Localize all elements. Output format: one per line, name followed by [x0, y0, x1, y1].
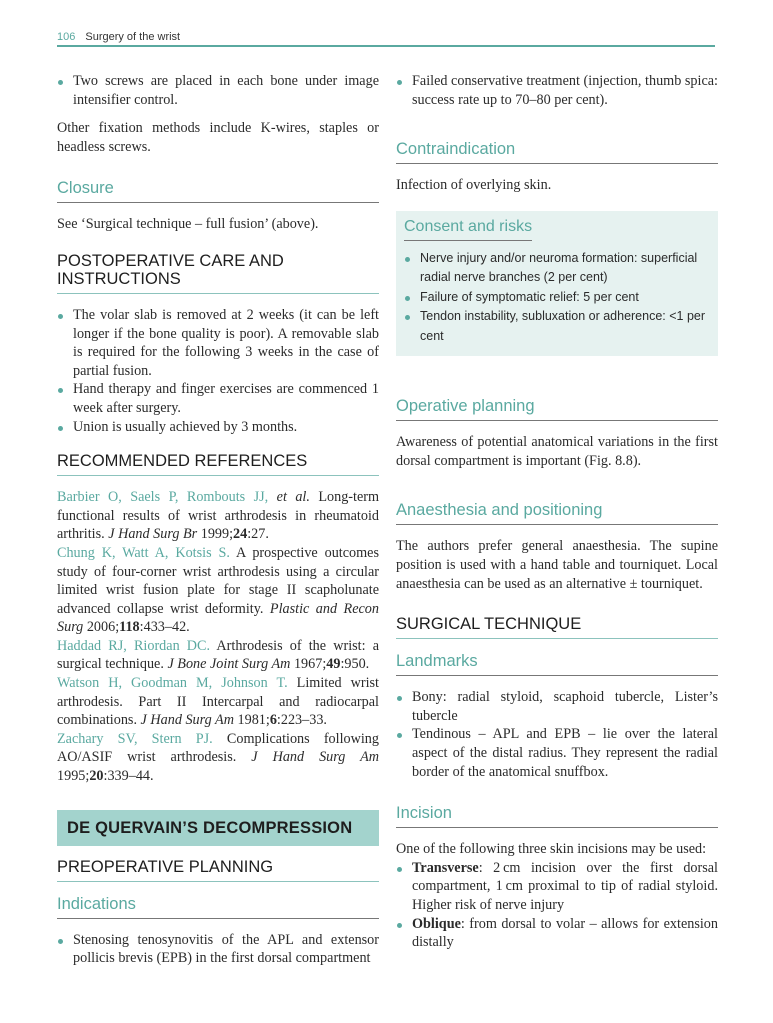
- page-number: 106: [57, 31, 76, 43]
- operative-planning-paragraph: Awareness of potential anatomical variations in the first dorsal compartment is important (Fig. 8.8).: [396, 434, 718, 469]
- preop-planning-heading: PREOPERATIVE PLANNING: [57, 858, 379, 882]
- bullet-icon: [58, 314, 63, 319]
- bullet-icon: [405, 257, 410, 262]
- left-column: [57, 72, 379, 968]
- bullet-icon: [58, 939, 63, 944]
- list-item: Nerve injury and/or neuroma formation: superficial radial nerve branches (2 per cent): [404, 249, 710, 288]
- list-item: Oblique: from dorsal to volar – allows for extension distally: [396, 915, 718, 952]
- references-heading: RECOMMENDED REFERENCES: [57, 452, 379, 476]
- list-item: Hand therapy and finger exercises are commenced 1 week after surgery.: [57, 380, 379, 417]
- reference-item: Watson H, Goodman M, Johnson T. Limited wrist arthrodesis. Part II Intercarpal and radiocarpal combinations. J Hand Surg Am 1981;6:223–33.: [57, 675, 379, 729]
- contraindication-heading: Contraindication: [396, 139, 718, 164]
- contraindication-paragraph: Infection of overlying skin.: [396, 177, 552, 194]
- reference-item: Chung K, Watt A, Kotsis S. A prospective outcomes study of four-corner wrist arthrodesis using a circular limited wrist fusion plate for stage II scapholunate advanced collapse wrist deformity. Plastic and Recon Surg 2006;118:433–42.: [57, 544, 379, 636]
- surgical-technique-heading: SURGICAL TECHNIQUE: [396, 615, 718, 639]
- fixation-paragraph: Other fixation methods include K-wires, staples or headless screws.: [57, 120, 379, 155]
- reference-authors: Watson H, Goodman M, Johnson T.: [57, 675, 288, 692]
- chapter-title: Surgery of the wrist: [85, 31, 181, 43]
- bullet-icon: [58, 388, 63, 393]
- right-column: [396, 72, 718, 952]
- reference-item: Barbier O, Saels P, Rombouts JJ, et al. Long-term functional results of wrist arthrodesis in rheumatoid arthritis. J Hand Surg Br 1999;24:27.: [57, 489, 380, 543]
- bullet-icon: [397, 867, 402, 872]
- anaesthesia-paragraph: The authors prefer general anaesthesia. The supine position is used with a hand table and tourniquet. Local anaesthesia can be used as an alternative ± tourniquet.: [396, 538, 718, 592]
- indications-heading: Indications: [57, 894, 379, 919]
- operative-planning-heading: Operative planning: [396, 396, 718, 421]
- bullet-icon: [405, 296, 410, 301]
- bullet-icon: [397, 696, 402, 701]
- incision-heading: Incision: [396, 803, 718, 828]
- bullet-icon: [58, 80, 63, 85]
- list-item: The volar slab is removed at 2 weeks (it can be left longer if the bone quality is poor). A removable slab is required for the following 3 weeks in the case of partial fusion.: [57, 306, 379, 380]
- reference-item: Haddad RJ, Riordan DC. Arthrodesis of the wrist: a surgical technique. J Bone Joint Surg Am 1967;49:950.: [57, 637, 379, 673]
- running-head: [57, 31, 715, 47]
- incision-intro: One of the following three skin incisions may be used:: [396, 841, 707, 858]
- dequervain-section-band: DE QUERVAIN’S DECOMPRESSION: [57, 810, 379, 846]
- indications-bullet-list-cont: [396, 72, 718, 109]
- list-item: Stenosing tenosynovitis of the APL and extensor pollicis brevis (EPB) in the first dorsal compartment: [57, 931, 379, 968]
- closure-paragraph: See ‘Surgical technique – full fusion’ (above).: [57, 216, 319, 233]
- bullet-icon: [397, 923, 402, 928]
- intro-bullet-list: [57, 72, 379, 109]
- list-item: Tendinous – APL and EPB – lie over the lateral aspect of the distal radius. They represent the radial border of the anatomical snuffbox.: [396, 725, 718, 781]
- indications-bullet-list: [57, 931, 379, 968]
- postop-heading: POSTOPERATIVE CARE AND INSTRUCTIONS: [57, 252, 379, 294]
- list-item: Transverse: 2 cm incision over the first dorsal compartment, 1 cm proximal to tip of radial styloid. Higher risk of nerve injury: [396, 859, 718, 915]
- reference-authors: Haddad RJ, Riordan DC.: [57, 637, 211, 654]
- bullet-icon: [58, 426, 63, 431]
- consent-risks-heading: Consent and risks: [404, 217, 532, 241]
- postop-bullet-list: [57, 306, 379, 436]
- incision-bullet-list: [396, 859, 718, 952]
- landmarks-heading: Landmarks: [396, 651, 718, 676]
- reference-item: Zachary SV, Stern PJ. Complications following AO/ASIF wrist arthrodesis. J Hand Surg Am 1995;20:339–44.: [57, 730, 379, 785]
- list-item: Bony: radial styloid, scaphoid tubercle, Lister’s tubercle: [396, 688, 718, 725]
- reference-authors: Barbier O, Saels P, Rombouts JJ,: [57, 489, 269, 506]
- landmarks-bullet-list: [396, 688, 718, 781]
- list-item: Union is usually achieved by 3 months.: [57, 418, 379, 437]
- list-item: Two screws are placed in each bone under image intensifier control.: [57, 72, 379, 109]
- references-list: [57, 488, 379, 786]
- list-item: Tendon instability, subluxation or adherence: <1 per cent: [404, 307, 710, 346]
- reference-authors: Chung K, Watt A, Kotsis S.: [57, 544, 230, 561]
- list-item: Failed conservative treatment (injection, thumb spica: success rate up to 70–80 per cent).: [396, 72, 718, 109]
- reference-authors: Zachary SV, Stern PJ.: [57, 730, 213, 747]
- anaesthesia-heading: Anaesthesia and positioning: [396, 500, 718, 525]
- bullet-icon: [405, 315, 410, 320]
- bullet-icon: [397, 733, 402, 738]
- closure-heading: Closure: [57, 178, 379, 203]
- list-item: Failure of symptomatic relief: 5 per cent: [404, 288, 710, 308]
- bullet-icon: [397, 80, 402, 85]
- consent-bullet-list: [404, 249, 710, 347]
- consent-risks-box: [396, 211, 718, 357]
